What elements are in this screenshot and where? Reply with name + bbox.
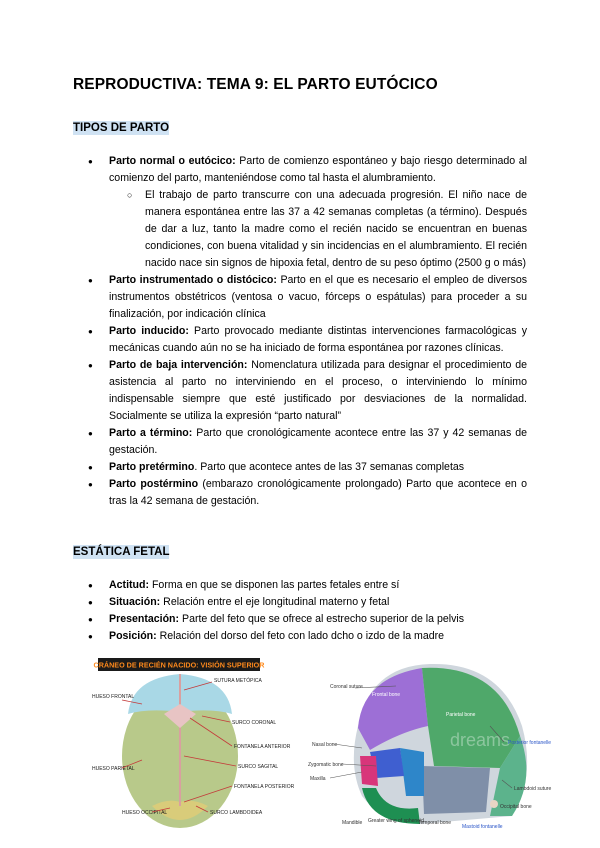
label-surco-lambdoidea: SURCO LAMBDOIDEA (210, 810, 263, 816)
item-term: Parto normal o eutócico: (109, 155, 236, 167)
list-item (0, 628, 527, 645)
section-heading-estatica-fetal (73, 546, 169, 558)
item-text: Nomenclatura utilizada para designar el procedimiento de asistencia al parto no interviniendo en el proceso, o interviniendo lo mínimo indispensable siempre que esté justificado por desviaciones de la normalidad. Socialmente se utiliza la expresión “parto natural” (109, 359, 527, 422)
watermark: dreams (450, 730, 511, 750)
item-term: Posición: (109, 630, 157, 642)
label-parietal-bone: Parietal bone (446, 712, 476, 718)
label-sutura-metopica: SUTURA METÓPICA (214, 678, 262, 684)
list-item (0, 594, 527, 611)
label-fontanela-anterior: FONTANELA ANTERIOR (234, 744, 291, 750)
newborn-skull-lateral-figure (300, 656, 552, 832)
label-maxilla: Maxilla (310, 776, 326, 782)
list-item (0, 323, 527, 357)
section-heading-text: TIPOS DE PARTO (73, 122, 170, 134)
label-occipital-bone: Occipital bone (500, 804, 532, 810)
item-term: Parto instrumentado o distócico: (109, 274, 277, 286)
item-term: Parto pretérmino (109, 461, 195, 473)
label-hueso-parietal: HUESO PARIETAL (92, 766, 135, 772)
temporal-bone (422, 766, 490, 814)
page-title: REPRODUCTIVA: TEMA 9: EL PARTO EUTÓCICO (73, 76, 438, 93)
list-item (0, 577, 527, 594)
sub-list (109, 187, 527, 272)
list-item (0, 425, 527, 459)
tipos-de-parto-list (0, 153, 527, 510)
item-term: Presentación: (109, 613, 180, 625)
item-text: (embarazo cronológicamente prolongado) Parto que acontece en o tras la 42 semana de gestación. (109, 478, 527, 507)
item-text: Parte del feto que se ofrece al estrecho superior de la pelvis (179, 613, 465, 625)
label-greater-wing: Greater wing of sphenoid (368, 818, 424, 824)
maxilla (360, 756, 378, 786)
label-fontanela-posterior: FONTANELA POSTERIOR (234, 784, 295, 790)
item-text: Forma en que se disponen las partes fetales entre sí (149, 579, 400, 591)
section-heading-text: ESTÁTICA FETAL (73, 546, 170, 558)
figure-banner-text: CRÁNEO DE RECIÉN NACIDO: VISIÓN SUPERIOR (93, 660, 265, 670)
label-nasal-bone: Nasal bone (312, 742, 338, 748)
newborn-skull-superior-figure (92, 656, 295, 831)
label-mandible: Mandible (342, 820, 363, 826)
list-item (0, 611, 527, 628)
item-text: Parto que cronológicamente acontece entre las 37 y 42 semanas de gestación. (109, 427, 528, 456)
list-item (0, 153, 527, 272)
list-item (0, 357, 527, 425)
list-item (0, 272, 527, 323)
item-text: Parto de comienzo espontáneo y bajo riesgo determinado al comienzo del parto, manteniéndose como tal hasta el alumbramiento. (109, 155, 527, 184)
label-hueso-occipital: HUESO OCCIPITAL (122, 810, 168, 816)
item-term: Parto inducido: (109, 325, 189, 337)
label-frontal-bone: Frontal bone (372, 692, 401, 698)
item-text: . Parto que acontece antes de las 37 semanas completas (194, 461, 465, 473)
label-temporal-bone: Temporal bone (418, 820, 452, 826)
mastoid-fontanelle-dot (490, 800, 498, 808)
item-term: Actitud: (109, 579, 150, 591)
item-term: Parto postérmino (109, 478, 199, 490)
label-surco-coronal: SURCO CORONAL (232, 720, 277, 726)
item-text: Parto en el que es necesario el empleo de diversos instrumentos obstétricos (ventosa o vacuo, fórceps o espátulas) para proceder a su finalización, por indicación clínica (109, 274, 528, 320)
list-item (0, 459, 527, 476)
item-term: Situación: (109, 596, 161, 608)
estatica-fetal-list (0, 577, 527, 645)
item-text: Relación entre el eje longitudinal materno y fetal (160, 596, 390, 608)
item-text: Parto provocado mediante distintas intervenciones farmacológicas y mecánicas cuando aún no se ha iniciado de forma espontánea por razones clínicas. (109, 325, 527, 354)
label-lambdoid-suture: Lambdoid suture (514, 786, 552, 792)
item-term: Parto de baja intervención: (109, 359, 248, 371)
item-term: Parto a término: (109, 427, 193, 439)
label-mastoid-fontanelle: Mastoid fontanelle (462, 824, 503, 830)
label-coronal-suture: Coronal suture (330, 684, 363, 690)
label-hueso-frontal: HUESO FRONTAL (92, 694, 135, 700)
label-surco-sagital: SURCO SAGITAL (238, 764, 279, 770)
section-heading-tipos-de-parto (73, 122, 169, 134)
label-zygomatic-bone: Zygomatic bone (308, 762, 344, 768)
sub-list-item: ○ El trabajo de parto transcurre con una adecuada progresión. El niño nace de manera espontánea entre las 37 a 42 semanas completas (a término). Después de dar a luz, tanto la madre como el recién nacido se encuentran en buenas condiciones, con buena vitalidad y sin incidencias en el alumbramiento. El recién nacido nace sin signos de hipoxia fetal, dentro de su peso óptimo (2500 g o más) (109, 187, 527, 272)
list-item (0, 476, 527, 510)
label-posterior-fontanelle: Posterior fontanelle (508, 740, 552, 746)
item-text: Relación del dorso del feto con lado dcho o izdo de la madre (156, 630, 445, 642)
